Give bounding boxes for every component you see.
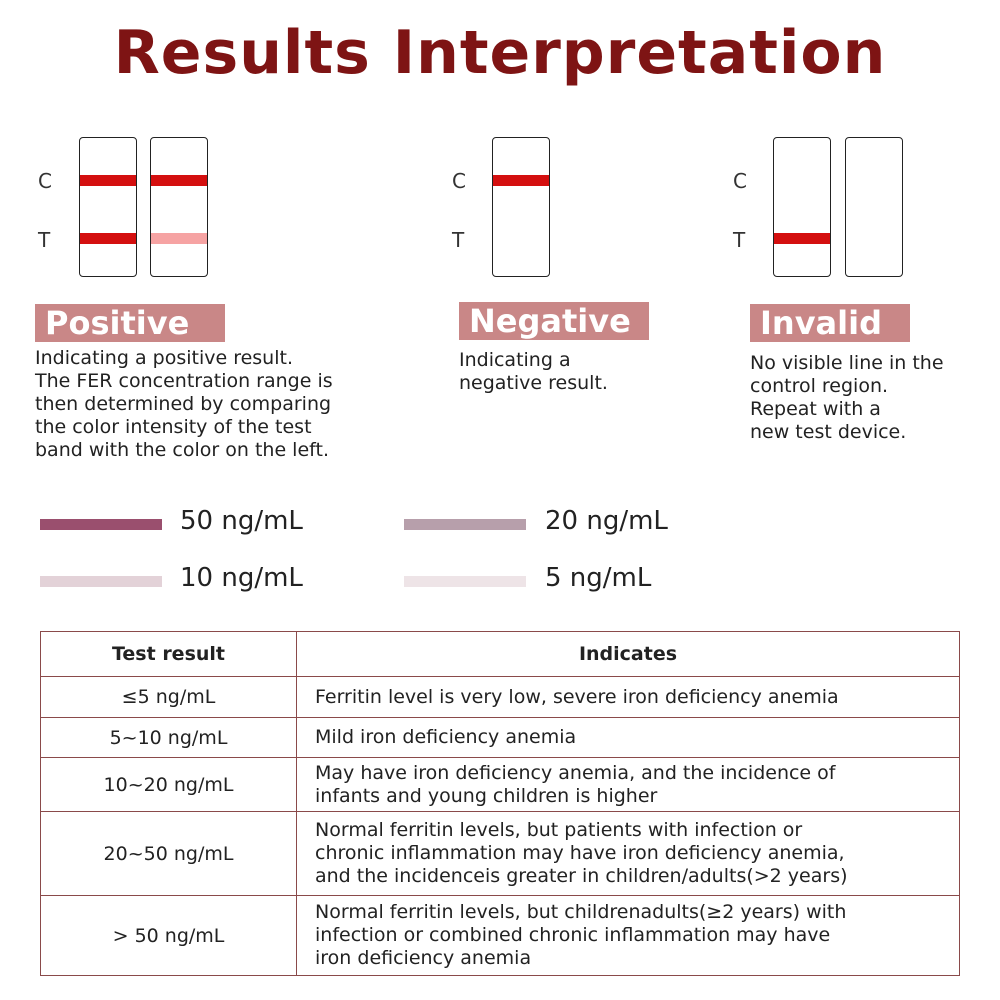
- indicates-cell: Normal ferritin levels, but patients with infection or chronic inflammation may have iron deficiency anemia, and the incidenceis greater in children/adults(>2 years): [297, 812, 960, 896]
- swatch-5: [404, 576, 526, 587]
- control-band: [493, 175, 549, 186]
- table-row: [41, 812, 960, 896]
- test-band: [774, 233, 830, 244]
- result-cell: 20~50 ng/mL: [41, 812, 297, 896]
- result-cell: 5~10 ng/mL: [41, 718, 297, 758]
- test-label: T: [452, 228, 465, 252]
- header-test-result: Test result: [41, 632, 297, 677]
- result-cell: > 50 ng/mL: [41, 896, 297, 976]
- invalid-strip-test-only: [773, 137, 831, 277]
- positive-strip-strong: [79, 137, 137, 277]
- positive-badge: Positive: [35, 304, 225, 342]
- test-band-faint: [151, 233, 207, 244]
- swatch-10: [40, 576, 162, 587]
- table-row: [41, 677, 960, 718]
- table-row: [41, 758, 960, 812]
- invalid-strip-blank: [845, 137, 903, 277]
- positive-description: Indicating a positive result. The FER concentration range is then determined by comparing the color intensity of the test band with the color on the left.: [35, 347, 333, 461]
- invalid-description: No visible line in the control region. Repeat with a new test device.: [750, 352, 944, 443]
- negative-badge: Negative: [459, 302, 649, 340]
- scale-label-20: 20 ng/mL: [545, 506, 668, 536]
- control-band: [151, 175, 207, 186]
- test-band: [80, 233, 136, 244]
- indicates-cell: May have iron deficiency anemia, and the incidence of infants and young children is higher: [297, 758, 960, 812]
- test-label: T: [733, 228, 746, 252]
- table-header-row: [41, 632, 960, 677]
- scale-label-5: 5 ng/mL: [545, 563, 652, 593]
- header-indicates: Indicates: [297, 632, 960, 677]
- result-cell: 10~20 ng/mL: [41, 758, 297, 812]
- positive-strip-faint: [150, 137, 208, 277]
- control-band: [80, 175, 136, 186]
- result-cell: ≤5 ng/mL: [41, 677, 297, 718]
- scale-label-50: 50 ng/mL: [180, 506, 303, 536]
- control-label: C: [452, 169, 466, 193]
- interpretation-table: [40, 631, 960, 976]
- control-label: C: [38, 169, 52, 193]
- invalid-badge: Invalid: [750, 304, 910, 342]
- swatch-50: [40, 519, 162, 530]
- table-row: [41, 896, 960, 976]
- test-label: T: [38, 228, 51, 252]
- indicates-cell: Ferritin level is very low, severe iron deficiency anemia: [297, 677, 960, 718]
- table-row: [41, 718, 960, 758]
- page-title: Results Interpretation: [113, 18, 887, 88]
- negative-description: Indicating a negative result.: [459, 349, 608, 394]
- indicates-cell: Normal ferritin levels, but childrenadults(≥2 years) with infection or combined chronic inflammation may have iron deficiency anemia: [297, 896, 960, 976]
- scale-label-10: 10 ng/mL: [180, 563, 303, 593]
- indicates-cell: Mild iron deficiency anemia: [297, 718, 960, 758]
- negative-strip: [492, 137, 550, 277]
- swatch-20: [404, 519, 526, 530]
- control-label: C: [733, 169, 747, 193]
